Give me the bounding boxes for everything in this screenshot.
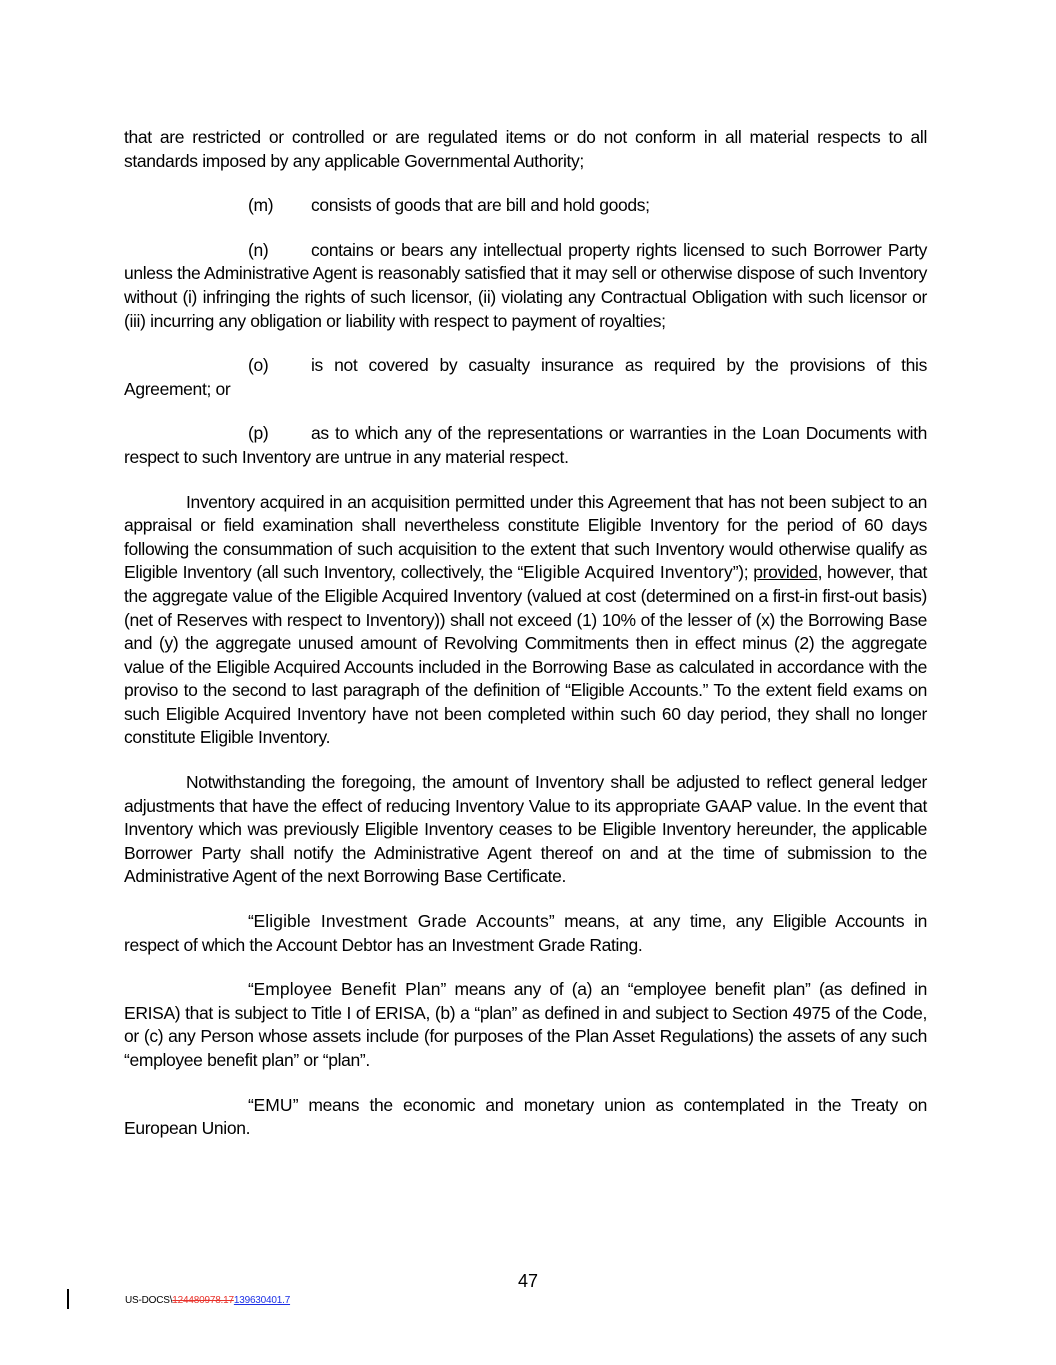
intro-continuation: that are restricted or controlled or are regulated items or do not conform in all material respects to all standards imposed by any applicable Governmental Authority; — [124, 127, 927, 171]
definition-emu — [124, 1094, 927, 1141]
paragraph-text: Inventory acquired in an acquisition permitted under this Agreement that has not been subject to an appraisal or field examination shall nevertheless constitute Eligible Inventory for the period of 60 days following the consummation of such acquisition to the extent that such Inventory would otherwise qualify as Eligible Inventory (all such Inventory, collectively, the “ — [124, 491, 927, 583]
inserted-doc-id: 139630401.7 — [233, 1295, 291, 1306]
item-text: as to which any of the representations or warranties in the Loan Documents with respect to such Inventory are untrue in any material respect. — [124, 423, 927, 467]
definition-text: means the economic and monetary union as contemplated in the Treaty on European Union. — [124, 1094, 927, 1139]
defined-term: EMU — [253, 1094, 293, 1115]
item-text: consists of goods that are bill and hold goods; — [311, 195, 650, 216]
item-label: (o) — [248, 355, 269, 376]
document-id-footer — [125, 1294, 290, 1308]
close-quote: ” — [548, 911, 555, 932]
definition-text: means any of (a) an “employee benefit plan” (as defined in ERISA) that is subject to Title I of ERISA, (b) a “plan” as defined in and subject to Section 4975 of the Code, or (c) any Person whose assets include (for purposes of the Plan Asset Regulations) the assets of any such “employee benefit plan” or “plan”. — [124, 979, 928, 1070]
open-quote: “ — [248, 979, 254, 1000]
defined-term: Eligible Acquired Inventory — [523, 562, 733, 583]
paragraph-text: , however, that the aggregate value of the Eligible Acquired Inventory (valued at cost (determined on a first-in first-out basis) (net of Reserves with respect to Inventory)) shall not exceed (1) 10% of the lesser of (x) the Borrowing Base and (y) the aggregate unused amount of Revolving Commitments then in effect minus (2) the aggregate value of the Eligible Acquired Accounts included in the Borrowing Base as calculated in accordance with the proviso to the second to last paragraph of the definition of “Eligible Accounts.” To the extent field exams on such Eligible Acquired Inventory have not been completed within such 60 day period, they shall no longer constitute Eligible Inventory. — [124, 562, 927, 748]
acquired-inventory-paragraph — [124, 491, 927, 751]
document-body — [124, 126, 927, 1162]
underlined-provided: provided — [753, 562, 818, 583]
definition-employee-benefit-plan — [124, 978, 927, 1072]
item-text: contains or bears any intellectual property rights licensed to such Borrower Party unless the Administrative Agent is reasonably satisfied that it may sell or otherwise dispose of such Inventory without (i) infringing the rights of such licensor, (ii) violating any Contractual Obligation with such licensor or (iii) incurring any obligation or liability with respect to payment of royalties; — [124, 239, 927, 331]
open-quote: “ — [248, 1094, 254, 1115]
item-label: (p) — [248, 423, 269, 444]
item-text: is not covered by casualty insurance as required by the provisions of this Agreement; or — [124, 355, 927, 399]
change-bar — [67, 1289, 69, 1309]
deleted-doc-id: 124480978.17 — [172, 1295, 234, 1306]
notwithstanding-paragraph: Notwithstanding the foregoing, the amount of Inventory shall be adjusted to reflect general ledger adjustments that have the effect of reducing Inventory Value to its appropriate GAAP value. In the event that Inventory which was previously Eligible Inventory ceases to be Eligible Inventory hereunder, the applicable Borrower Party shall notify the Administrative Agent thereof on and at the time of submission to the Administrative Agent of the next Borrowing Base Certificate. — [124, 772, 927, 887]
definition-eligible-investment-grade-accounts — [124, 910, 927, 957]
list-item-p — [124, 422, 927, 469]
list-item-n — [124, 239, 927, 333]
paragraph-text: ”); — [732, 562, 754, 583]
defined-term: Employee Benefit Plan — [253, 979, 441, 1000]
definition-text: means, at any time, any Eligible Accounts in respect of which the Account Debtor has an Investment Grade Rating. — [124, 911, 927, 955]
page-number: 47 — [517, 1271, 539, 1291]
close-quote: ” — [292, 1094, 299, 1115]
defined-term: Eligible Investment Grade Accounts — [253, 911, 549, 932]
item-label: (m) — [248, 195, 274, 216]
item-label: (n) — [248, 239, 269, 260]
open-quote: “ — [248, 911, 254, 932]
close-quote: ” — [440, 979, 447, 1000]
list-item-m — [124, 194, 927, 218]
list-item-o — [124, 354, 927, 401]
doc-prefix: US-DOCS\ — [125, 1295, 173, 1306]
